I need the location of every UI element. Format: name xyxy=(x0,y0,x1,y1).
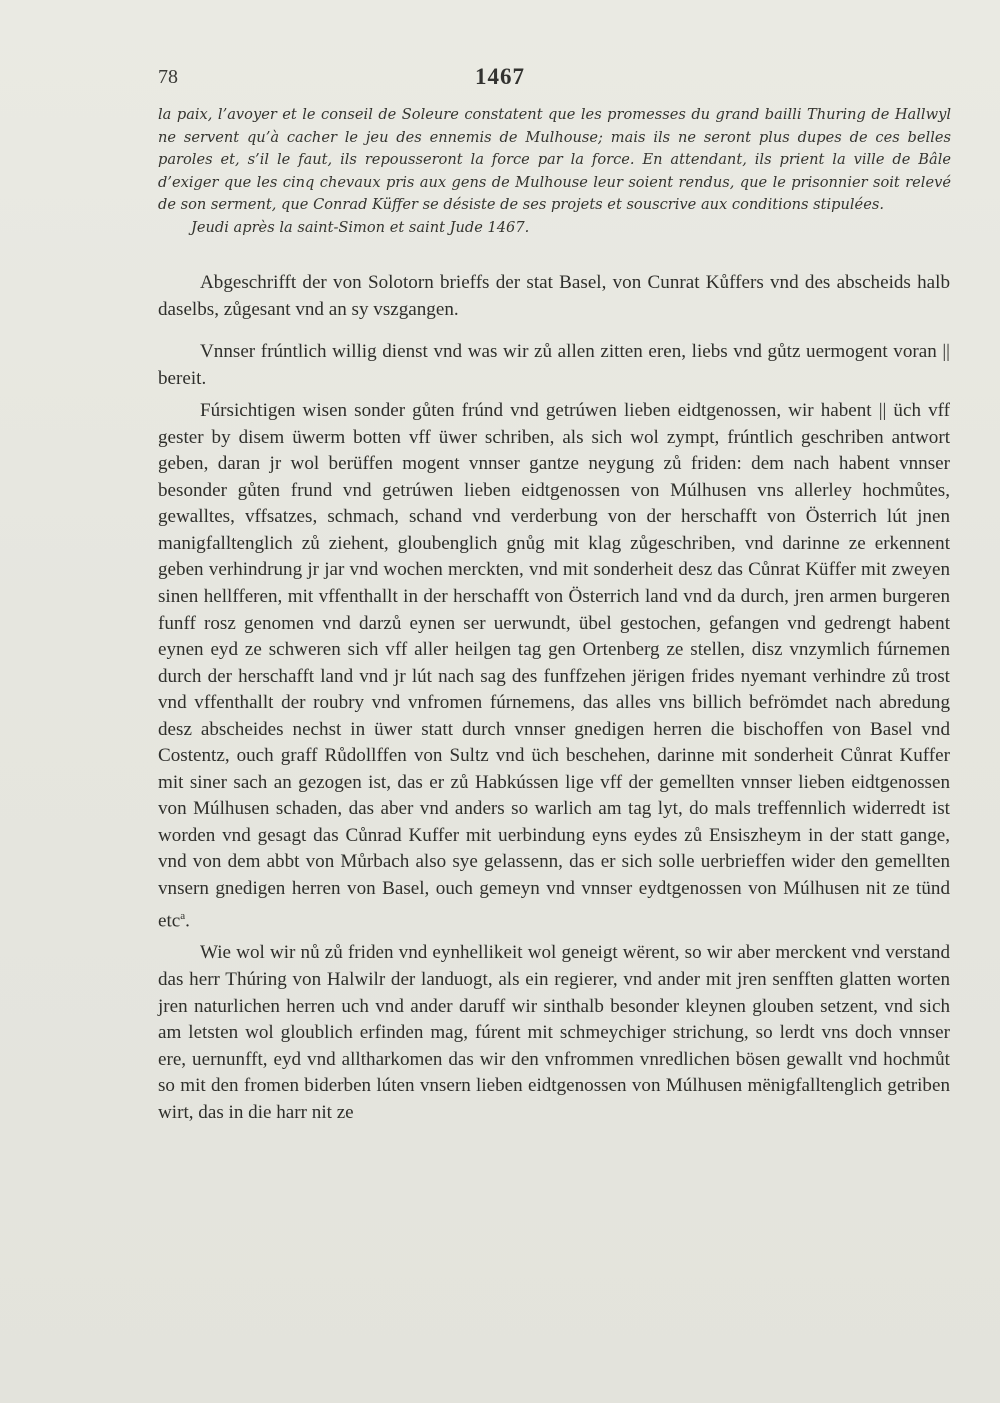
regest-summary: la paix, l’avoyer et le conseil de Soleure constatent que les promesses du grand bailli Thuring de Hallwyl ne servent qu’à cacher le jeu des ennemis de Mulhouse; mais ils ne seront plus dupes de ces belles paroles et, s’il le faut, ils repousseront la force par la force. En attendant, ils prient la ville de Bâle d’exiger que les cinq chevaux pris aux gens de Mulhouse leur soient rendus, que le prisonnier soit relevé de son serment, que Conrad Küffer se désiste de ses projets et souscrive aux conditions stipulées. xyxy=(158,106,951,214)
page-number: 78 xyxy=(158,66,178,88)
regest-summary-block xyxy=(158,104,951,240)
regest-date: Jeudi après la saint-Simon et saint Jude 1467. xyxy=(191,218,530,236)
main-paragraph-end: . xyxy=(185,909,190,931)
closing-paragraph: Wie wol wir nů zů friden vnd eynhellikeit wol geneigt wërent, so wir aber merckent vnd verstand das herr Thúring von Halwilr der landuogt, als ein regierer, vnd ander mit jren senfften glatten worten jren naturlichen herren uch vnd ander daruff wir sinthalb besonder kleynen glouben setzent, vnd sich am letsten wol gloublich erfinden mag, fúrent mit schmeychiger strichung, so lerdt vns doch vnnser ere, uernunfft, eyd vnd alltharkomen das wir den vnfrommen vnredlichen bösen gewallt vnd hochmůt so mit den fromen biderben lúten vnsern lieben eidtgenossen von Múlhusen mënigfalltenglich getriben wirt, das in die harr nit ze xyxy=(158,942,950,1123)
footnote-marker: a xyxy=(180,909,186,922)
document-body xyxy=(158,270,950,1126)
heading-paragraph: Abgeschrifft der von Solotorn brieffs der stat Basel, von Cunrat Kůffers vnd des abscheids halb daselbs, zůgesant vnd an sy vszgangen. xyxy=(158,272,950,320)
salutation-paragraph: Vnnser frúntlich willig dienst vnd was wir zů allen zitten eren, liebs vnd gůtz uermogent voran || bereit. xyxy=(158,341,950,389)
running-head-year: 1467 xyxy=(475,64,525,89)
main-paragraph-text: Fúrsichtigen wisen sonder gůten frúnd vnd getrúwen lieben eidtgenossen, wir habent || üch vff gester by disem üwerm botten vff üwer schriben, als sich wol zympt, frúntlich geschriben antwort geben, daran jr wol berüffen mogent vnnser gantze neygung zů friden: dem nach habent vnnser besonder gůten frund vnd getrúwen lieben eidtgenossen von Múlhusen vns allerley hochmůtes, gewalltes, vffsatzes, schmach, schand vnd verderbung von der herschafft von Österrich lút jnen manigfalltenglich zů ziehent, gloubenglich gnůg mit klag zůgeschriben, vnd darinne ze erkennent geben verhindrung jr jar vnd wochen merckten, vnd mit sonderheit desz das Cůnrat Küffer mit zweyen sinen hellfferen, mit vffenthallt in der herschafft von Österrich land vnd da durch, jren armen burgeren funff rosz genomen vnd darzů eynen ser uerwundt, übel gestochen, gefangen vnd gedrengt habent eynen eyd ze schweren sich vff aller heilgen tag gen Ortenberg ze stellen, disz vnzymlich fúrnemen durch der herschafft land vnd jr lút nach sag des funffzehen jërigen frides nyemant verhindre zů trost vnd vffenthallt der roubry vnd vnfromen fúrnemens, das alles vns billich befrömdet nach abredung desz abscheides nechst in üwer statt durch vnnser gnedigen herren die bischoffen von Basel vnd Costentz, ouch graff Růdollffen von Sultz vnd üch beschehen, darinne mit sonderheit Cůnrat Kuffer mit siner sach an gezogen ist, das er zů Habkússen lige vff der gemellten vnnser lieben eidtgenossen von Múlhusen schaden, das aber vnd anders so warlich am tag lyt, do mals treffennlich widerredt ist worden vnd gesagt das Cůnrad Kuffer mit uerbindung eyns eydes zů Ensiszheym in der statt gange, vnd von dem abbt von Můrbach also sye gelassenn, das er sich solle uerbrieffen wider den gemellten vnsern gnedigen herren von Basel, ouch gemeyn vnd vnnser eydtgenossen von Múlhusen nit ze tünd etc xyxy=(158,400,950,931)
main-paragraph xyxy=(158,398,950,934)
